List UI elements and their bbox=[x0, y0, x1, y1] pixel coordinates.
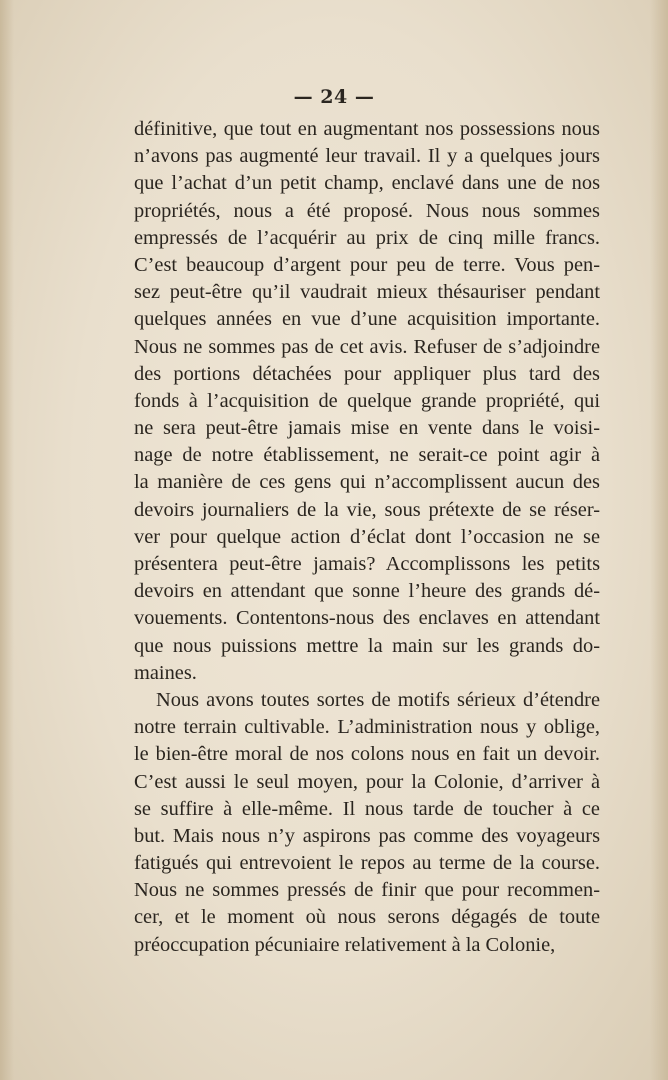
text-line: vouements. Contentons-nous des enclaves en attendant bbox=[134, 607, 600, 630]
text-line: fonds à l’acquisition de quelque grande propriété, qui bbox=[134, 389, 600, 412]
text-line: quelques années en vue d’une acquisition importante. bbox=[134, 308, 600, 331]
text-line: que l’achat d’un petit champ, enclavé dans une de nos bbox=[134, 172, 600, 195]
text-line: Nous ne sommes pressés de finir que pour recommen- bbox=[134, 879, 600, 902]
text-line: la manière de ces gens qui n’accomplissent aucun des bbox=[134, 471, 600, 494]
page-number: — 24 — bbox=[293, 86, 375, 108]
text-line: n’avons pas augmenté leur travail. Il y a quelques jours bbox=[134, 145, 600, 168]
text-line: ne sera peut-être jamais mise en vente dans le voisi- bbox=[134, 417, 600, 440]
text-line: devoirs journaliers de la vie, sous prétexte de se réser- bbox=[134, 498, 600, 521]
text-line: définitive, que tout en augmentant nos possessions nous bbox=[134, 118, 600, 140]
text-line: Nous ne sommes pas de cet avis. Refuser de s’adjoindre bbox=[134, 335, 600, 358]
text-line: le bien-être moral de nos colons nous en fait un devoir. bbox=[134, 743, 600, 766]
text-line: sez peut-être qu’il vaudrait mieux thésauriser pendant bbox=[134, 281, 600, 304]
text-line: empressés de l’acquérir au prix de cinq mille francs. bbox=[134, 226, 600, 249]
text-line: notre terrain cultivable. L’administration nous y oblige, bbox=[134, 716, 600, 739]
text-line: propriétés, nous a été proposé. Nous nous sommes bbox=[134, 199, 600, 222]
paragraph bbox=[134, 687, 600, 959]
text-line: nage de notre établissement, ne serait-ce point agir à bbox=[134, 444, 600, 467]
text-line: présentera peut-être jamais? Accomplissons les petits bbox=[134, 553, 600, 575]
text-line: devoirs en attendant que sonne l’heure des grands dé- bbox=[134, 580, 600, 603]
page-edge-right bbox=[650, 0, 668, 1080]
text-line: but. Mais nous n’y aspirons pas comme des voyageurs bbox=[134, 824, 600, 847]
text-line: fatigués qui entrevoient le repos au terme de la course. bbox=[134, 852, 600, 875]
text-line: des portions détachées pour appliquer plus tard des bbox=[134, 362, 600, 385]
text-line: C’est aussi le seul moyen, pour la Colonie, d’arriver à bbox=[134, 770, 600, 793]
text-line: C’est beaucoup d’argent pour peu de terre. Vous pen- bbox=[134, 253, 600, 276]
paragraph bbox=[134, 116, 600, 687]
text-line: se suffire à elle-même. Il nous tarde de toucher à ce bbox=[134, 797, 600, 820]
text-line: ver pour quelque action d’éclat dont l’occasion ne se bbox=[134, 525, 600, 548]
body-text bbox=[134, 116, 600, 959]
text-line: que nous puissions mettre la main sur les grands do- bbox=[134, 634, 600, 657]
text-line: maines. bbox=[134, 661, 197, 684]
text-line: préoccupation pécuniaire relativement à la Colonie, bbox=[134, 933, 556, 956]
text-line: Nous avons toutes sortes de motifs sérieux d’étendre bbox=[156, 688, 600, 711]
text-line: cer, et le moment où nous serons dégagés de toute bbox=[134, 906, 600, 929]
page-edge-left bbox=[0, 0, 14, 1080]
